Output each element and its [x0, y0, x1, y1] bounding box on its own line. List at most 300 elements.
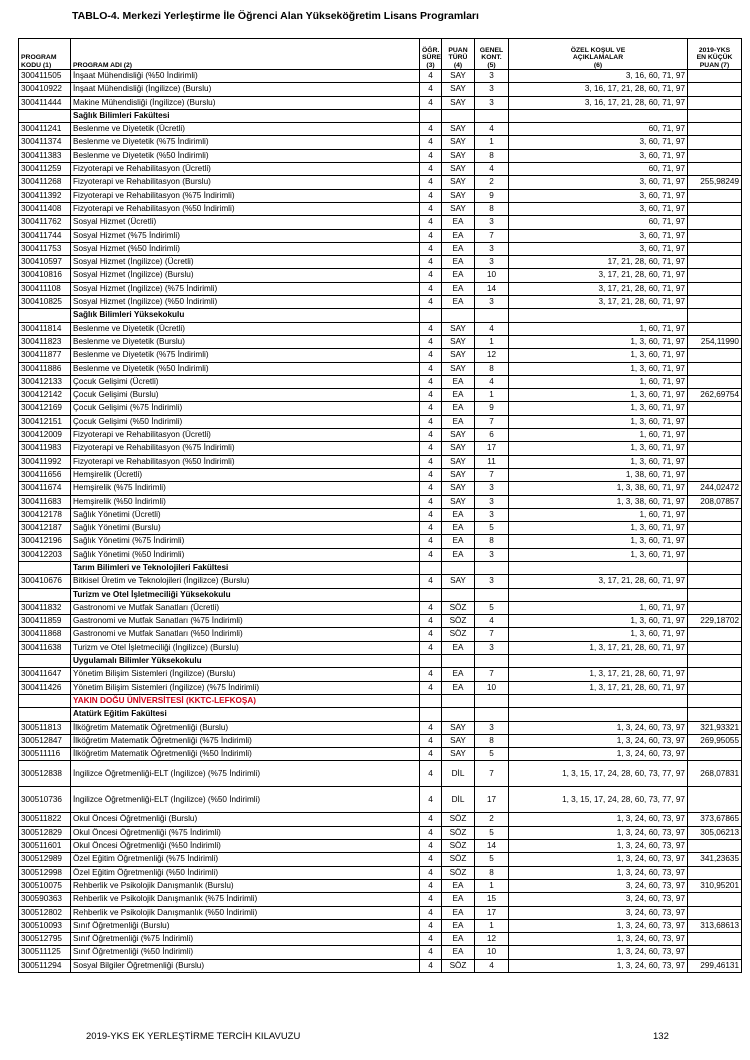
table-row [19, 482, 742, 495]
score-type-cell: EA [442, 893, 475, 906]
min-score-cell [688, 468, 742, 481]
quota-cell: 10 [475, 681, 509, 694]
score-type-cell: EA [442, 216, 475, 229]
quota-cell: 8 [475, 734, 509, 747]
min-score-cell [688, 322, 742, 335]
score-type-cell: SAY [442, 322, 475, 335]
table-row [19, 628, 742, 641]
duration-cell: 4 [420, 615, 442, 628]
duration-cell: 4 [420, 202, 442, 215]
table-row [19, 535, 742, 548]
duration-cell: 4 [420, 429, 442, 442]
min-score-cell [688, 933, 742, 946]
score-type-cell: EA [442, 641, 475, 654]
quota-cell: 1 [475, 335, 509, 348]
program-name-cell: Turizm ve Otel İşletmeciliği Yüksekokulu [71, 588, 420, 601]
min-score-cell [688, 83, 742, 96]
min-score-cell: 305,06213 [688, 826, 742, 839]
duration-cell: 4 [420, 734, 442, 747]
program-name-cell: Çocuk Gelişimi (%75 İndirimli) [71, 402, 420, 415]
table-row [19, 442, 742, 455]
program-name-cell: Sosyal Hizmet (İngilizce) (Ücretli) [71, 256, 420, 269]
score-type-cell: SAY [442, 176, 475, 189]
quota-cell: 1 [475, 919, 509, 932]
conditions-cell: 1, 60, 71, 97 [509, 429, 688, 442]
program-code-cell: 300411426 [19, 681, 71, 694]
table-row [19, 601, 742, 614]
conditions-cell: 3, 60, 71, 97 [509, 229, 688, 242]
conditions-cell: 3, 17, 21, 28, 60, 71, 97 [509, 575, 688, 588]
score-type-cell: EA [442, 282, 475, 295]
min-score-cell: 229,18702 [688, 615, 742, 628]
program-name-cell: Sınıf Öğretmenliği (%75 İndirimli) [71, 933, 420, 946]
program-code-cell: 300411753 [19, 242, 71, 255]
faculty-row [19, 109, 742, 122]
conditions-cell: 3, 16, 17, 21, 28, 60, 71, 97 [509, 96, 688, 109]
duration-cell [420, 561, 442, 574]
program-name-cell: Bitkisel Üretim ve Teknolojileri (İngilizce) (Burslu) [71, 575, 420, 588]
table-row [19, 668, 742, 681]
faculty-row [19, 561, 742, 574]
min-score-cell [688, 163, 742, 176]
program-code-cell: 300411674 [19, 482, 71, 495]
score-type-cell: EA [442, 535, 475, 548]
programs-table [18, 38, 742, 973]
program-code-cell [19, 655, 71, 668]
program-name-cell: Okul Öncesi Öğretmenliği (%75 İndirimli) [71, 826, 420, 839]
conditions-cell: 1, 3, 60, 71, 97 [509, 349, 688, 362]
program-name-cell: YAKIN DOĞU ÜNİVERSİTESİ (KKTC-LEFKOŞA) [71, 694, 420, 707]
score-type-cell [442, 708, 475, 721]
quota-cell: 17 [475, 906, 509, 919]
program-code-cell: 300411868 [19, 628, 71, 641]
table-row [19, 136, 742, 149]
program-name-cell: İlköğretim Matematik Öğretmenliği (Burslu) [71, 721, 420, 734]
min-score-cell [688, 681, 742, 694]
conditions-cell: 1, 60, 71, 97 [509, 508, 688, 521]
quota-cell: 3 [475, 575, 509, 588]
table-row [19, 229, 742, 242]
duration-cell [420, 694, 442, 707]
min-score-cell: 254,11990 [688, 335, 742, 348]
quota-cell: 17 [475, 787, 509, 813]
quota-cell: 3 [475, 256, 509, 269]
duration-cell: 4 [420, 229, 442, 242]
program-name-cell: Hemşirelik (%75 İndirimli) [71, 482, 420, 495]
score-type-cell: EA [442, 229, 475, 242]
program-code-cell: 300412169 [19, 402, 71, 415]
conditions-cell: 1, 60, 71, 97 [509, 322, 688, 335]
min-score-cell [688, 906, 742, 919]
min-score-cell [688, 70, 742, 83]
header-duration: ÖĞR. SÜRE (3) [420, 39, 442, 70]
score-type-cell: EA [442, 668, 475, 681]
quota-cell [475, 109, 509, 122]
score-type-cell: EA [442, 522, 475, 535]
duration-cell: 4 [420, 149, 442, 162]
score-type-cell: EA [442, 296, 475, 309]
min-score-cell: 208,07857 [688, 495, 742, 508]
conditions-cell: 1, 3, 38, 60, 71, 97 [509, 495, 688, 508]
score-type-cell: SÖZ [442, 840, 475, 853]
program-name-cell: Fizyoterapi ve Rehabilitasyon (%50 İndirimli) [71, 202, 420, 215]
program-code-cell [19, 561, 71, 574]
table-row [19, 455, 742, 468]
table-row [19, 242, 742, 255]
min-score-cell [688, 575, 742, 588]
min-score-cell: 262,69754 [688, 389, 742, 402]
min-score-cell [688, 375, 742, 388]
table-row [19, 149, 742, 162]
program-code-cell: 300411744 [19, 229, 71, 242]
program-code-cell: 300411762 [19, 216, 71, 229]
program-name-cell: Beslenme ve Diyetetik (%75 İndirimli) [71, 349, 420, 362]
program-code-cell: 300410922 [19, 83, 71, 96]
program-code-cell: 300510075 [19, 879, 71, 892]
duration-cell: 4 [420, 840, 442, 853]
min-score-cell [688, 946, 742, 959]
quota-cell [475, 588, 509, 601]
conditions-cell: 1, 3, 60, 71, 97 [509, 548, 688, 561]
duration-cell: 4 [420, 242, 442, 255]
table-row [19, 468, 742, 481]
program-name-cell: Beslenme ve Diyetetik (Ücretli) [71, 123, 420, 136]
program-code-cell: 300411374 [19, 136, 71, 149]
quota-cell: 8 [475, 866, 509, 879]
duration-cell: 4 [420, 748, 442, 761]
program-code-cell: 300411392 [19, 189, 71, 202]
duration-cell: 4 [420, 893, 442, 906]
conditions-cell: 1, 3, 17, 21, 28, 60, 71, 97 [509, 668, 688, 681]
program-code-cell: 300411108 [19, 282, 71, 295]
min-score-cell [688, 216, 742, 229]
quota-cell: 3 [475, 548, 509, 561]
table-row [19, 787, 742, 813]
program-code-cell: 300412009 [19, 429, 71, 442]
program-name-cell: Okul Öncesi Öğretmenliği (%50 İndirimli) [71, 840, 420, 853]
table-row [19, 813, 742, 826]
program-name-cell: Sosyal Hizmet (%75 İndirimli) [71, 229, 420, 242]
header-program-code: PROGRAM KODU (1) [19, 39, 71, 70]
quota-cell: 1 [475, 389, 509, 402]
min-score-cell: 299,46131 [688, 959, 742, 972]
conditions-cell: 1, 3, 60, 71, 97 [509, 522, 688, 535]
table-row [19, 96, 742, 109]
table-row [19, 734, 742, 747]
program-code-cell: 300511294 [19, 959, 71, 972]
program-code-cell [19, 109, 71, 122]
score-type-cell [442, 588, 475, 601]
duration-cell [420, 655, 442, 668]
conditions-cell: 3, 16, 17, 21, 28, 60, 71, 97 [509, 83, 688, 96]
program-code-cell: 300510736 [19, 787, 71, 813]
program-code-cell: 300511125 [19, 946, 71, 959]
conditions-cell: 1, 3, 24, 60, 73, 97 [509, 866, 688, 879]
min-score-cell [688, 708, 742, 721]
program-name-cell: İngilizce Öğretmenliği-ELT (İngilizce) (%75 İndirimli) [71, 761, 420, 787]
min-score-cell: 269,95055 [688, 734, 742, 747]
score-type-cell: SAY [442, 83, 475, 96]
program-name-cell: Sosyal Hizmet (İngilizce) (%50 İndirimli) [71, 296, 420, 309]
score-type-cell [442, 109, 475, 122]
conditions-cell: 1, 3, 60, 71, 97 [509, 628, 688, 641]
score-type-cell: SAY [442, 362, 475, 375]
conditions-cell: 1, 3, 24, 60, 73, 97 [509, 734, 688, 747]
program-name-cell: Turizm ve Otel İşletmeciliği (İngilizce) (Burslu) [71, 641, 420, 654]
header-program-name: PROGRAM ADI (2) [71, 39, 420, 70]
conditions-cell: 1, 3, 24, 60, 73, 97 [509, 748, 688, 761]
conditions-cell: 60, 71, 97 [509, 123, 688, 136]
program-code-cell: 300512989 [19, 853, 71, 866]
score-type-cell: EA [442, 256, 475, 269]
program-code-cell: 300411832 [19, 601, 71, 614]
program-code-cell: 300411638 [19, 641, 71, 654]
duration-cell: 4 [420, 919, 442, 932]
table-row [19, 721, 742, 734]
quota-cell [475, 708, 509, 721]
program-name-cell: Çocuk Gelişimi (%50 İndirimli) [71, 415, 420, 428]
quota-cell [475, 655, 509, 668]
conditions-cell: 3, 60, 71, 97 [509, 176, 688, 189]
conditions-cell: 3, 17, 21, 28, 60, 71, 97 [509, 269, 688, 282]
duration-cell: 4 [420, 522, 442, 535]
score-type-cell: EA [442, 389, 475, 402]
score-type-cell: EA [442, 681, 475, 694]
program-code-cell: 300510093 [19, 919, 71, 932]
score-type-cell: EA [442, 402, 475, 415]
university-row [19, 694, 742, 707]
program-code-cell: 300411814 [19, 322, 71, 335]
min-score-cell [688, 694, 742, 707]
min-score-cell [688, 561, 742, 574]
score-type-cell: EA [442, 242, 475, 255]
conditions-cell: 1, 38, 60, 71, 97 [509, 468, 688, 481]
min-score-cell [688, 588, 742, 601]
min-score-cell [688, 455, 742, 468]
conditions-cell: 1, 3, 24, 60, 73, 97 [509, 826, 688, 839]
quota-cell: 12 [475, 933, 509, 946]
conditions-cell: 1, 3, 60, 71, 97 [509, 362, 688, 375]
duration-cell: 4 [420, 761, 442, 787]
score-type-cell: SAY [442, 734, 475, 747]
quota-cell: 3 [475, 508, 509, 521]
score-type-cell: SAY [442, 482, 475, 495]
duration-cell: 4 [420, 282, 442, 295]
footer-guide-title: 2019-YKS EK YERLEŞTİRME TERCİH KILAVUZU [86, 1031, 301, 1042]
program-code-cell: 300511116 [19, 748, 71, 761]
conditions-cell: 1, 60, 71, 97 [509, 601, 688, 614]
table-row [19, 123, 742, 136]
conditions-cell [509, 109, 688, 122]
quota-cell [475, 694, 509, 707]
duration-cell: 4 [420, 269, 442, 282]
quota-cell: 7 [475, 468, 509, 481]
program-code-cell: 300412142 [19, 389, 71, 402]
table-row [19, 866, 742, 879]
conditions-cell [509, 561, 688, 574]
score-type-cell: SAY [442, 495, 475, 508]
duration-cell: 4 [420, 535, 442, 548]
score-type-cell: SAY [442, 349, 475, 362]
quota-cell: 4 [475, 615, 509, 628]
duration-cell: 4 [420, 482, 442, 495]
program-code-cell: 300411259 [19, 163, 71, 176]
table-row [19, 853, 742, 866]
duration-cell [420, 708, 442, 721]
duration-cell: 4 [420, 70, 442, 83]
quota-cell: 3 [475, 216, 509, 229]
program-name-cell: Sosyal Bilgiler Öğretmenliği (Burslu) [71, 959, 420, 972]
program-name-cell: Beslenme ve Diyetetik (%75 İndirimli) [71, 136, 420, 149]
duration-cell: 4 [420, 322, 442, 335]
duration-cell: 4 [420, 813, 442, 826]
table-row [19, 641, 742, 654]
min-score-cell [688, 522, 742, 535]
min-score-cell [688, 269, 742, 282]
page-number: 132 [653, 1031, 669, 1042]
program-name-cell: Beslenme ve Diyetetik (%50 İndirimli) [71, 362, 420, 375]
score-type-cell [442, 561, 475, 574]
conditions-cell: 3, 60, 71, 97 [509, 149, 688, 162]
program-name-cell: Fizyoterapi ve Rehabilitasyon (Ücretli) [71, 429, 420, 442]
program-name-cell: Çocuk Gelişimi (Ücretli) [71, 375, 420, 388]
program-name-cell: Tarım Bilimleri ve Teknolojileri Fakültesi [71, 561, 420, 574]
table-row [19, 402, 742, 415]
conditions-cell: 1, 3, 60, 71, 97 [509, 535, 688, 548]
program-code-cell: 300411983 [19, 442, 71, 455]
duration-cell: 4 [420, 959, 442, 972]
quota-cell: 2 [475, 176, 509, 189]
score-type-cell: SAY [442, 136, 475, 149]
score-type-cell: SAY [442, 123, 475, 136]
quota-cell: 5 [475, 601, 509, 614]
conditions-cell: 1, 3, 15, 17, 24, 28, 60, 73, 77, 97 [509, 761, 688, 787]
conditions-cell: 1, 3, 24, 60, 73, 97 [509, 813, 688, 826]
table-row [19, 681, 742, 694]
faculty-row [19, 309, 742, 322]
conditions-cell: 60, 71, 97 [509, 216, 688, 229]
score-type-cell: SÖZ [442, 959, 475, 972]
program-code-cell: 300590363 [19, 893, 71, 906]
program-name-cell: Sosyal Hizmet (Ücretli) [71, 216, 420, 229]
table-row [19, 826, 742, 839]
program-code-cell: 300412133 [19, 375, 71, 388]
duration-cell: 4 [420, 389, 442, 402]
quota-cell: 10 [475, 269, 509, 282]
program-name-cell: Sınıf Öğretmenliği (Burslu) [71, 919, 420, 932]
min-score-cell [688, 655, 742, 668]
min-score-cell [688, 601, 742, 614]
quota-cell: 3 [475, 70, 509, 83]
score-type-cell: SÖZ [442, 628, 475, 641]
score-type-cell: SAY [442, 455, 475, 468]
program-name-cell: İlköğretim Matematik Öğretmenliği (%50 İndirimli) [71, 748, 420, 761]
min-score-cell [688, 189, 742, 202]
score-type-cell: SÖZ [442, 826, 475, 839]
min-score-cell: 373,67865 [688, 813, 742, 826]
table-body [19, 70, 742, 973]
conditions-cell: 1, 3, 24, 60, 73, 97 [509, 959, 688, 972]
score-type-cell [442, 309, 475, 322]
table-row [19, 282, 742, 295]
quota-cell: 8 [475, 149, 509, 162]
program-code-cell: 300512829 [19, 826, 71, 839]
program-name-cell: Gastronomi ve Mutfak Sanatları (Ücretli) [71, 601, 420, 614]
duration-cell: 4 [420, 415, 442, 428]
duration-cell: 4 [420, 495, 442, 508]
duration-cell: 4 [420, 721, 442, 734]
quota-cell: 1 [475, 879, 509, 892]
conditions-cell [509, 708, 688, 721]
program-code-cell: 300411992 [19, 455, 71, 468]
duration-cell: 4 [420, 628, 442, 641]
table-row [19, 946, 742, 959]
conditions-cell: 3, 60, 71, 97 [509, 202, 688, 215]
min-score-cell [688, 508, 742, 521]
quota-cell: 14 [475, 840, 509, 853]
table-row [19, 415, 742, 428]
table-row [19, 933, 742, 946]
program-name-cell: Fizyoterapi ve Rehabilitasyon (%75 İndirimli) [71, 442, 420, 455]
program-name-cell: Beslenme ve Diyetetik (%50 İndirimli) [71, 149, 420, 162]
program-name-cell: Rehberlik ve Psikolojik Danışmanlık (Burslu) [71, 879, 420, 892]
conditions-cell: 60, 71, 97 [509, 163, 688, 176]
program-name-cell: Sağlık Yönetimi (Ücretli) [71, 508, 420, 521]
program-code-cell: 300412178 [19, 508, 71, 521]
program-name-cell: Sağlık Yönetimi (%75 İndirimli) [71, 535, 420, 548]
quota-cell [475, 561, 509, 574]
table-row [19, 959, 742, 972]
program-code-cell: 300411877 [19, 349, 71, 362]
quota-cell: 10 [475, 946, 509, 959]
quota-cell: 12 [475, 349, 509, 362]
duration-cell: 4 [420, 335, 442, 348]
conditions-cell: 1, 3, 60, 71, 97 [509, 415, 688, 428]
quota-cell: 17 [475, 442, 509, 455]
quota-cell: 3 [475, 495, 509, 508]
faculty-row [19, 588, 742, 601]
program-name-cell: Sosyal Hizmet (%50 İndirimli) [71, 242, 420, 255]
table-row [19, 495, 742, 508]
program-code-cell: 300411859 [19, 615, 71, 628]
score-type-cell [442, 655, 475, 668]
min-score-cell [688, 123, 742, 136]
duration-cell: 4 [420, 123, 442, 136]
conditions-cell: 3, 60, 71, 97 [509, 136, 688, 149]
program-name-cell: Hemşirelik (%50 İndirimli) [71, 495, 420, 508]
min-score-cell [688, 548, 742, 561]
duration-cell: 4 [420, 508, 442, 521]
program-name-cell: Fizyoterapi ve Rehabilitasyon (%50 İndirimli) [71, 455, 420, 468]
program-code-cell: 300411505 [19, 70, 71, 83]
duration-cell: 4 [420, 96, 442, 109]
min-score-cell [688, 202, 742, 215]
min-score-cell: 341,23635 [688, 853, 742, 866]
quota-cell: 1 [475, 136, 509, 149]
table-row [19, 429, 742, 442]
faculty-row [19, 655, 742, 668]
program-code-cell [19, 309, 71, 322]
program-name-cell: Fizyoterapi ve Rehabilitasyon (%75 İndirimli) [71, 189, 420, 202]
conditions-cell: 1, 3, 17, 21, 28, 60, 71, 97 [509, 641, 688, 654]
quota-cell: 9 [475, 189, 509, 202]
conditions-cell [509, 655, 688, 668]
conditions-cell: 1, 3, 60, 71, 97 [509, 442, 688, 455]
program-name-cell: İnşaat Mühendisliği (İngilizce) (Burslu) [71, 83, 420, 96]
duration-cell: 4 [420, 362, 442, 375]
min-score-cell: 310,95201 [688, 879, 742, 892]
duration-cell: 4 [420, 296, 442, 309]
